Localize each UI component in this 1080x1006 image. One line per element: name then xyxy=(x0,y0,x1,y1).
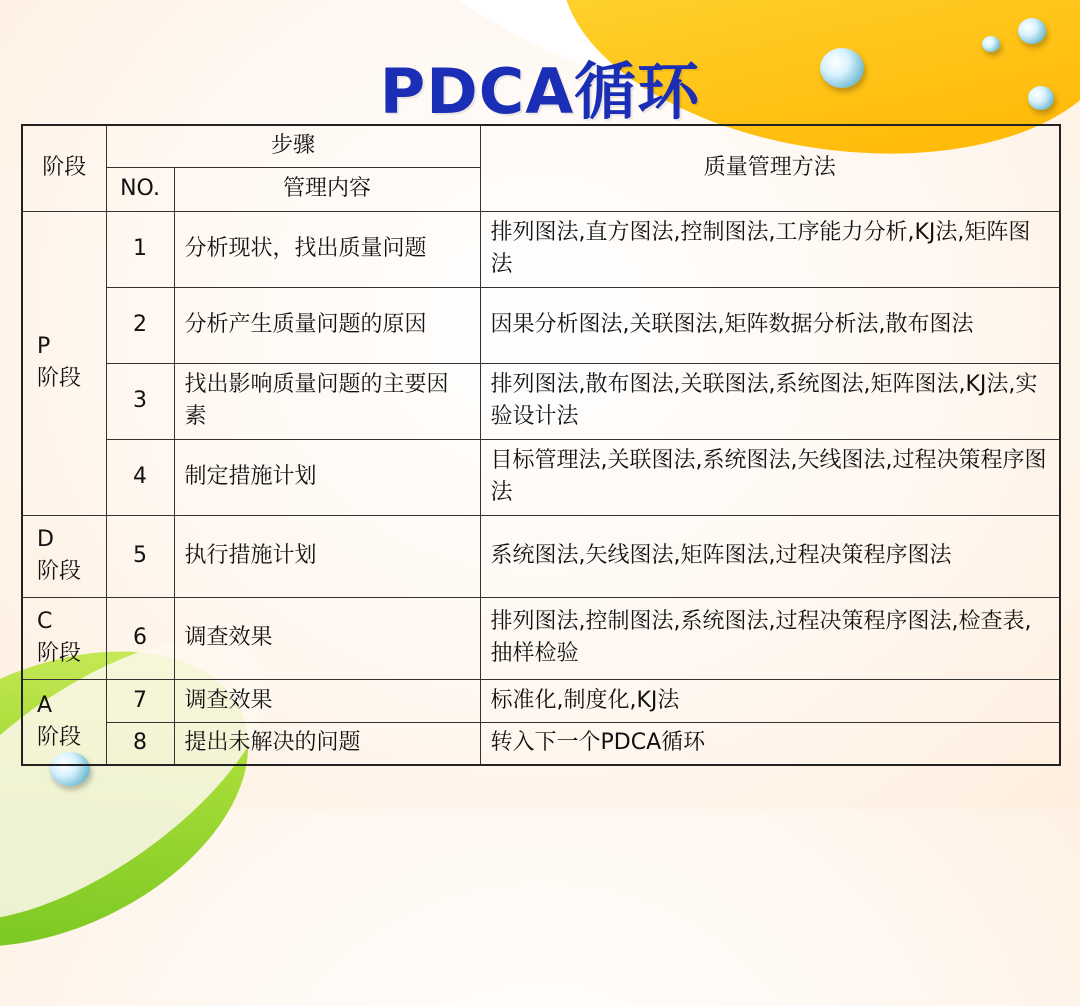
row-content: 制定措施计划 xyxy=(174,439,480,515)
row-no: 8 xyxy=(106,722,174,765)
row-no: 4 xyxy=(106,439,174,515)
header-no: NO. xyxy=(106,167,174,211)
row-methods: 排列图法,控制图法,系统图法,过程决策程序图法,检查表,抽样检验 xyxy=(480,597,1060,679)
row-methods: 排列图法,散布图法,关联图法,系统图法,矩阵图法,KJ法,实验设计法 xyxy=(480,363,1060,439)
row-no: 7 xyxy=(106,679,174,722)
row-content: 提出未解决的问题 xyxy=(174,722,480,765)
header-stage: 阶段 xyxy=(22,125,106,211)
row-no: 3 xyxy=(106,363,174,439)
stage-d xyxy=(22,515,106,597)
stage-a xyxy=(22,679,106,765)
stage-p xyxy=(22,211,106,515)
stage-letter: D xyxy=(37,527,54,553)
row-no: 6 xyxy=(106,597,174,679)
row-methods: 目标管理法,关联图法,系统图法,矢线图法,过程决策程序图法 xyxy=(480,439,1060,515)
row-content: 分析现状，找出质量问题 xyxy=(174,211,480,287)
stage-label: 阶段 xyxy=(37,559,82,584)
pdca-table xyxy=(21,124,1061,766)
stage-label: 阶段 xyxy=(37,366,82,391)
row-methods: 排列图法,直方图法,控制图法,工序能力分析,KJ法,矩阵图法 xyxy=(480,211,1060,287)
header-methods: 质量管理方法 xyxy=(480,125,1060,211)
page-title: PDCA循环 xyxy=(379,55,701,128)
stage-letter: C xyxy=(37,609,53,635)
row-methods: 转入下一个PDCA循环 xyxy=(480,722,1060,765)
row-no: 1 xyxy=(106,211,174,287)
row-content: 调查效果 xyxy=(174,597,480,679)
header-content: 管理内容 xyxy=(174,167,480,211)
stage-letter: A xyxy=(37,692,53,718)
stage-letter: P xyxy=(37,334,51,360)
row-content: 执行措施计划 xyxy=(174,515,480,597)
stage-label: 阶段 xyxy=(37,724,82,750)
row-no: 2 xyxy=(106,287,174,363)
stage-c xyxy=(22,597,106,679)
row-methods: 标准化,制度化,KJ法 xyxy=(480,679,1060,722)
row-content: 调查效果 xyxy=(174,679,480,722)
row-methods: 因果分析图法,关联图法,矩阵数据分析法,散布图法 xyxy=(480,287,1060,363)
stage-label: 阶段 xyxy=(37,641,82,666)
row-methods: 系统图法,矢线图法,矩阵图法,过程决策程序图法 xyxy=(480,515,1060,597)
row-no: 5 xyxy=(106,515,174,597)
header-steps: 步骤 xyxy=(106,125,480,167)
row-content: 找出影响质量问题的主要因素 xyxy=(174,363,480,439)
row-content: 分析产生质量问题的原因 xyxy=(174,287,480,363)
water-drop-icon xyxy=(1018,18,1046,44)
